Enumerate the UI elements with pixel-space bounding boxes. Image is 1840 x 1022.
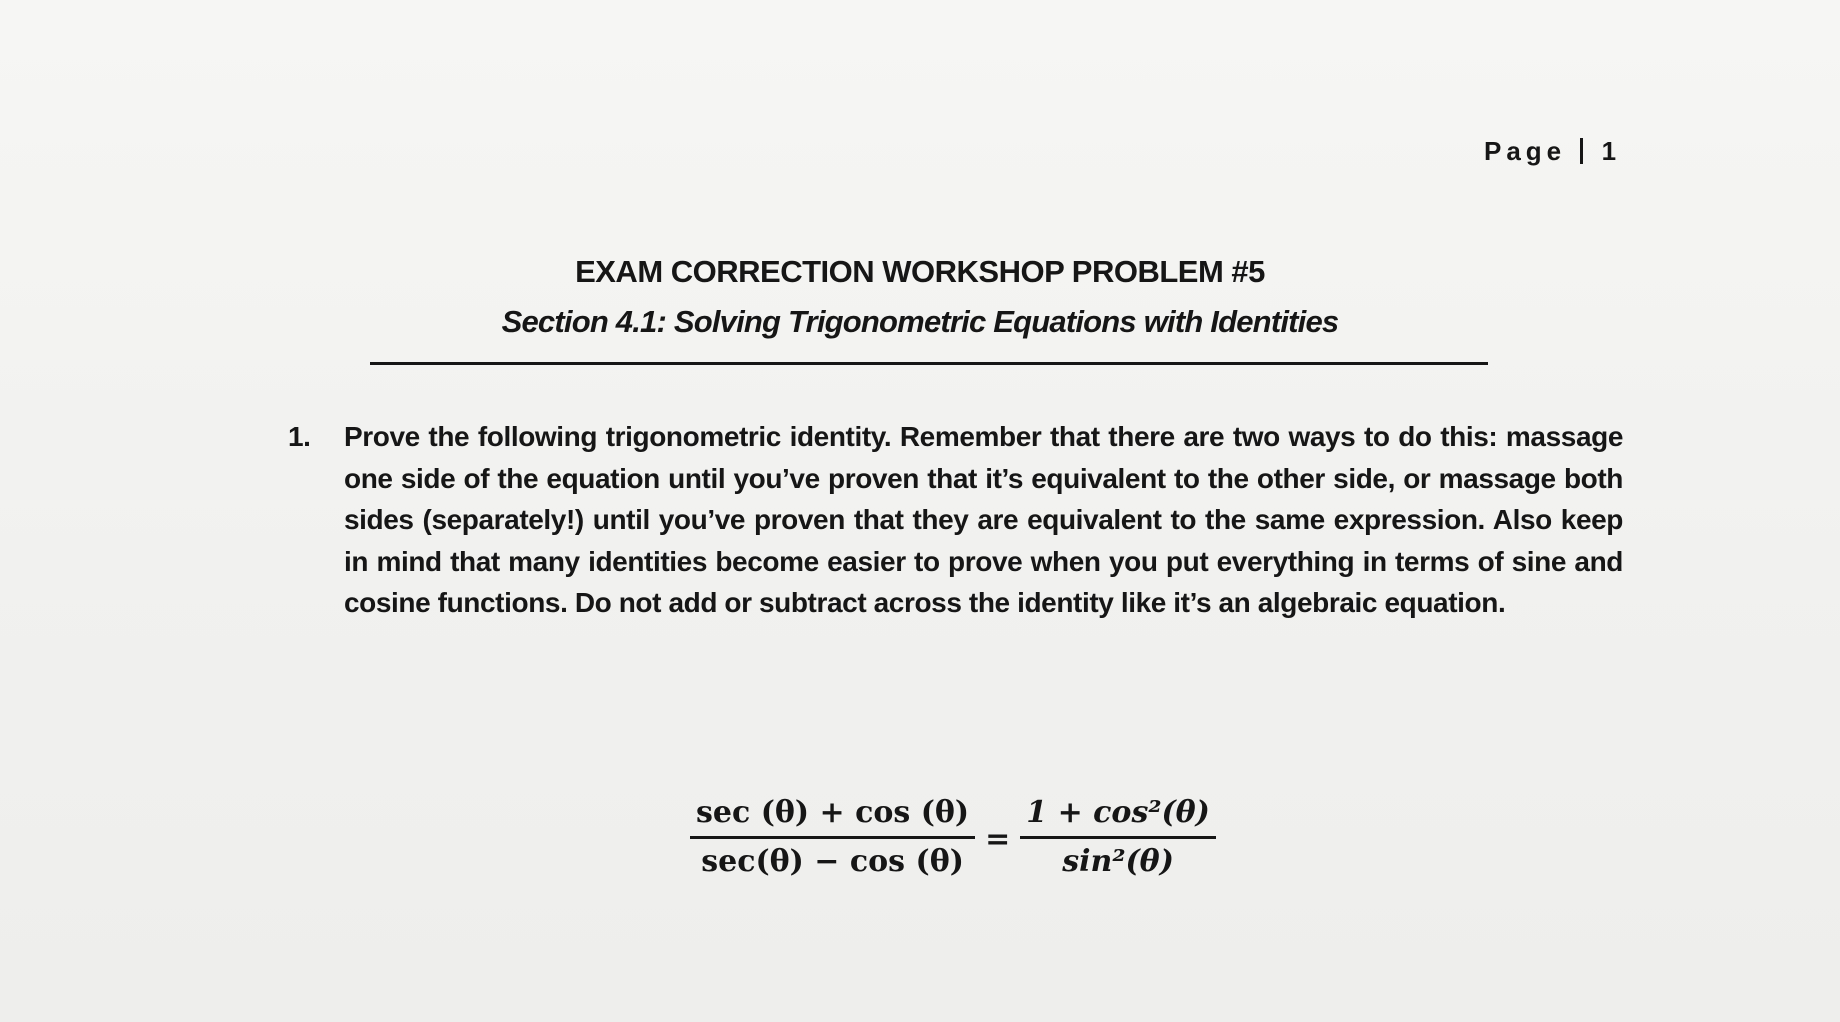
page-label: Page (1484, 136, 1567, 166)
page-separator (1580, 138, 1583, 164)
page-number-value: 1 (1601, 136, 1622, 166)
equals-sign: = (985, 822, 1011, 857)
problem-text: Prove the following trigonometric identity. Remember that there are two ways to do this: massage one side of the equation until you’ve proven that it’s equivalent to the other side, or massage both sides (separately!) until you’ve proven that they are equivalent to the same expression. Also keep in mind that many identities become easier to prove when you put everything in terms of sine and cosine functions. Do not add or subtract across the identity like it’s an algebraic equation. (344, 421, 1623, 619)
section-subtitle: Section 4.1: Solving Trigonometric Equations with Identities (501, 304, 1339, 339)
problem-item (288, 416, 1623, 624)
right-denominator: sin²(θ) (1062, 844, 1174, 879)
left-fraction (690, 790, 975, 885)
problem-number: 1. (288, 421, 311, 452)
right-fraction (1020, 790, 1216, 885)
left-numerator: sec (θ) + cos (θ) (696, 795, 970, 830)
identity-equation (690, 790, 1216, 885)
left-denominator: sec(θ) − cos (θ) (701, 844, 964, 879)
document-title: EXAM CORRECTION WORKSHOP PROBLEM #5 (575, 254, 1265, 289)
right-numerator: 1 + cos²(θ) (1026, 795, 1210, 830)
title-divider (370, 362, 1488, 365)
page-number (1484, 136, 1621, 167)
